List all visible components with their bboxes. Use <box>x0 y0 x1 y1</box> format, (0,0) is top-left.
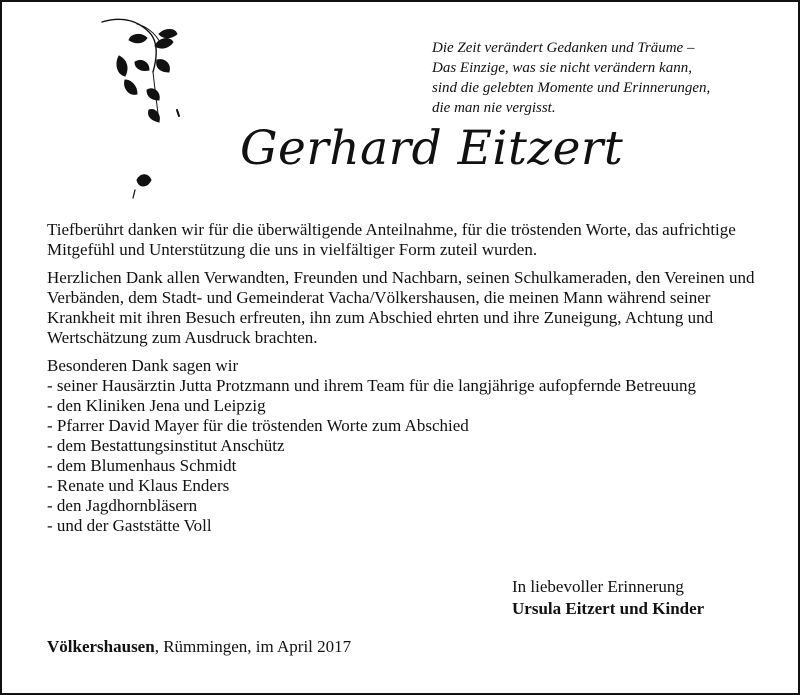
poem-line: Das Einzige, was sie nicht verändern kann, <box>432 60 692 76</box>
list-item: - den Jagdhornbläsern <box>47 496 198 515</box>
place-date-rest: , Rümmingen, im April 2017 <box>154 637 352 656</box>
list-item: - und der Gaststätte Voll <box>47 516 212 535</box>
place-and-date <box>47 636 351 658</box>
poem-line: sind die gelebten Momente und Erinnerungen, <box>432 80 711 96</box>
poem-line: die man nie vergisst. <box>432 100 556 116</box>
poem-line: Die Zeit verändert Gedanken und Träume – <box>432 40 695 56</box>
special-thanks-intro: Besonderen Dank sagen wir <box>47 356 239 375</box>
deceased-name: Gerhard Eitzert <box>240 121 624 176</box>
memorial-poem <box>432 38 792 118</box>
place-name: Völkershausen <box>47 637 155 656</box>
list-item: - Pfarrer David Mayer für die tröstenden Worte zum Abschied <box>47 416 469 435</box>
thanks-text <box>47 220 759 536</box>
list-item: - dem Blumenhaus Schmidt <box>47 456 237 475</box>
thanks-paragraph: Tiefberührt danken wir für die überwältigende Anteilnahme, für die tröstenden Worte, das aufrichtige Mitgefühl und Unterstützung die uns in vielfältiger Form zuteil wurden. <box>47 220 736 259</box>
special-thanks-list <box>47 376 759 536</box>
list-item: - seiner Hausärztin Jutta Protzmann und ihrem Team für die langjährige aufopfernde Betreuung <box>47 376 696 395</box>
closing-line: In liebevoller Erinnerung <box>512 577 684 596</box>
birch-branch-icon <box>97 10 207 210</box>
list-item: - den Kliniken Jena und Leipzig <box>47 396 266 415</box>
family-signature: Ursula Eitzert und Kinder <box>512 599 705 618</box>
list-item: - dem Bestattungsinstitut Anschütz <box>47 436 285 455</box>
list-item: - Renate und Klaus Enders <box>47 476 230 495</box>
thanks-paragraph: Herzlichen Dank allen Verwandten, Freunden und Nachbarn, seinen Schulkameraden, den Vereinen und Verbänden, dem Stadt- und Gemeinderat Vacha/Völkershausen, die meinen Mann während seiner Krankheit mit ihren Besuch erfreuten, ihn zum Abschied ehrten und ihre Zuneigung, Achtung und Wertschätzung zum Ausdruck brachten. <box>47 268 755 347</box>
closing-block <box>512 576 704 620</box>
